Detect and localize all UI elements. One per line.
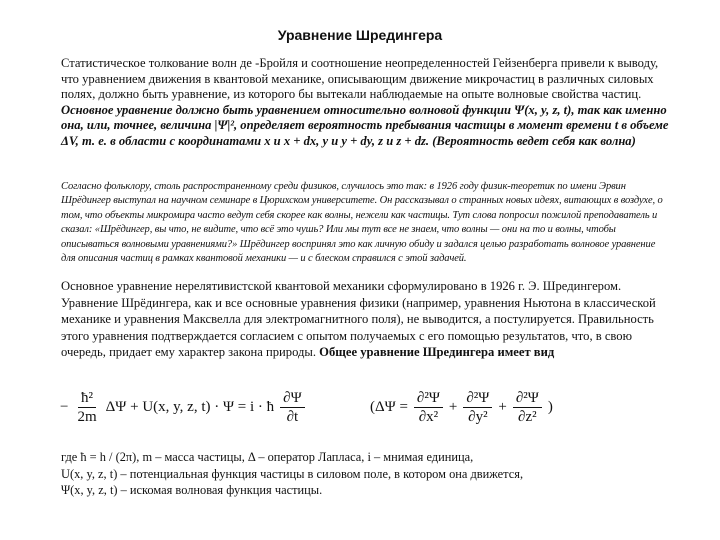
fraction-denominator: ∂x² xyxy=(418,409,439,425)
definition-line: где ħ = h / (2π), m – масса частицы, Δ – оператор Лапласа, i – мнимая единица, xyxy=(61,450,474,464)
fraction-denominator: ∂y² xyxy=(468,409,488,425)
intro-paragraph xyxy=(61,56,671,150)
minus-sign: − xyxy=(60,399,69,415)
intro-text: Статистическое толкование волн де -Бройля и соотношение неопределенностей Гейзенберга привели к выводу, что уравнением движения в квантовой механике, описывающим движение микрочастиц в различных силовых полях, должно быть уравнение, из которого бы вытекали наблюдаемые на опыте волновые свойства частиц. xyxy=(61,56,659,102)
dx-fraction xyxy=(414,390,443,425)
main-text: Основное уравнение нерелятивистской квантовой механики сформулировано в 1926 г. Э. Шредингером. Уравнение Шрёдингера, как и все основные уравнения физики (например, уравнения Ньютона в классической механике и уравнения Максвелла для электромагнитного поля), не выводится, а постулируется. Правильность этого уравнения подтверждается согласием с опытом получаемых с его помощью результатов, что, в свою очередь, придает ему характер закона природы. xyxy=(61,279,656,359)
fraction-numerator: ħ² xyxy=(78,390,96,408)
definition-line: U(x, y, z, t) – потенциальная функция частицы в силовом поле, в котором она движется, xyxy=(61,466,524,481)
schrodinger-equation xyxy=(60,390,307,425)
fraction-denominator: 2m xyxy=(77,409,97,425)
fraction-numerator: ∂Ψ xyxy=(280,390,304,408)
main-emphasis: Общее уравнение Шредингера имеет вид xyxy=(319,345,555,359)
dz-fraction xyxy=(513,390,542,425)
dy-fraction xyxy=(463,390,492,425)
fraction-numerator: ∂²Ψ xyxy=(513,390,542,408)
laplacian-definition xyxy=(370,390,553,425)
fraction-denominator: ∂z² xyxy=(518,409,537,425)
folklore-quote: Согласно фольклору, столь распространенному среди физиков, случилось это так: в 1926 году физик-теоретик по имени Эрвин Шрёдингер выступал на научном семинаре в Цюрихском университете. Он рассказывал о странных новых идеях, витающих в воздухе, о том, что объекты микромира часто ведут себя скорее как волны, нежели как частицы. Тут слова попросил пожилой преподаватель и сказал: «Шрёдингер, вы что, не видите, что всё это чушь? Или мы тут все не знаем, что волны — они на то и волны, чтобы описываться волновыми уравнениями?» Шрёдингер воспринял это как личную обиду и задался целью разработать волновое уравнение для описания частиц в рамках квантовой механики — и с блеском справился с этой задачей. xyxy=(61,181,663,265)
equation-middle: ΔΨ + U(x, y, z, t) · Ψ = i · ħ xyxy=(105,399,275,415)
page-title: Уравнение Шредингера xyxy=(277,27,443,43)
main-paragraph xyxy=(61,278,671,361)
time-derivative-fraction xyxy=(280,390,304,425)
fraction-denominator: ∂t xyxy=(286,409,299,425)
definitions xyxy=(61,449,671,499)
plus-sign: + xyxy=(498,399,507,415)
hbar-fraction xyxy=(74,390,99,425)
laplacian-lhs: (ΔΨ = xyxy=(370,399,408,415)
plus-sign: + xyxy=(448,399,458,415)
fraction-numerator: ∂²Ψ xyxy=(414,390,443,408)
fraction-numerator: ∂²Ψ xyxy=(463,390,492,408)
definition-line: Ψ(x, y, z, t) – искомая волновая функция частицы. xyxy=(61,483,323,498)
intro-emphasis: Основное уравнение должно быть уравнением относительно волновой функции Ψ(x, y, z, t), так как именно она, или, точнее, величина |Ψ|², определяет вероятность пребывания частицы в момент времени t в объеме ΔV, т. е. в области с координатами x и x + dx, y и y + dy, z и z + dz. (Вероятность ведет себя как волна) xyxy=(61,102,669,148)
closing-paren: ) xyxy=(547,399,553,415)
